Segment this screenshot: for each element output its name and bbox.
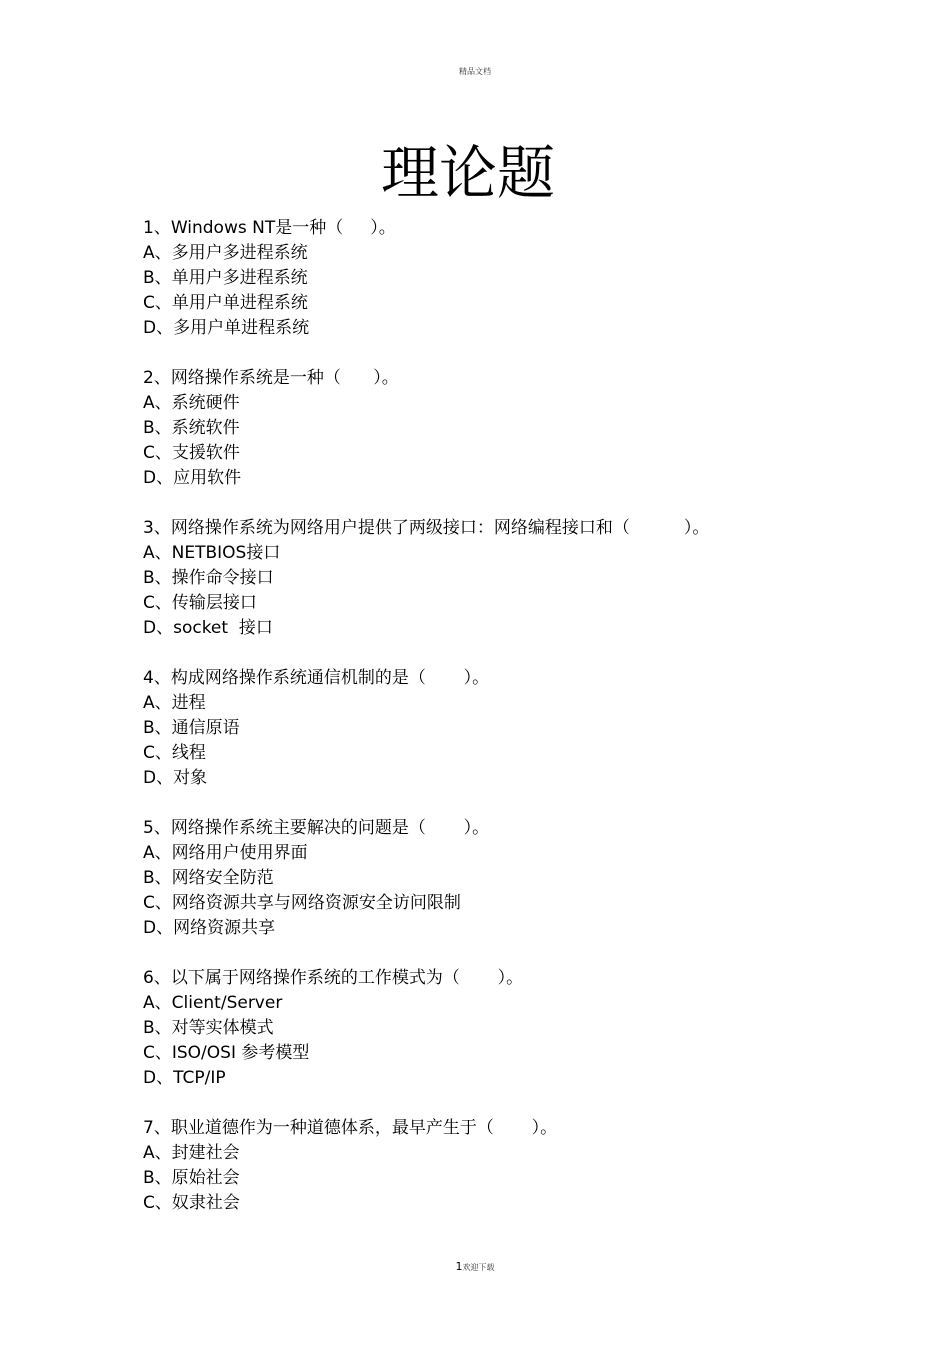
- question-option: A、网络用户使用界面: [143, 843, 308, 863]
- question-option: B、系统软件: [143, 418, 240, 438]
- page-header: 精品文档: [459, 67, 491, 76]
- question-option: D、socket 接口: [143, 618, 273, 638]
- question-item: [143, 1116, 863, 1216]
- question-option: B、单用户多进程系统: [143, 268, 308, 288]
- question-item: [143, 816, 863, 941]
- question-stem: 3、网络操作系统为网络用户提供了两级接口：网络编程接口和（ ）。: [143, 518, 710, 538]
- question-item: [143, 516, 863, 641]
- question-option: B、网络安全防范: [143, 868, 274, 888]
- question-option: C、支援软件: [143, 443, 240, 463]
- question-option: C、传输层接口: [143, 593, 257, 613]
- question-stem: 7、职业道德作为一种道德体系，最早产生于（ ）。: [143, 1118, 558, 1138]
- footer-text: 欢迎下载: [462, 1263, 495, 1272]
- question-option: D、TCP/IP: [143, 1068, 226, 1088]
- question-item: [143, 966, 863, 1091]
- question-option: D、多用户单进程系统: [143, 318, 310, 338]
- question-option: B、通信原语: [143, 718, 240, 738]
- question-item: [143, 216, 863, 341]
- question-stem: 2、网络操作系统是一种（ ）。: [143, 368, 399, 388]
- question-option: D、网络资源共享: [143, 918, 276, 938]
- question-stem: 5、网络操作系统主要解决的问题是（ ）。: [143, 818, 490, 838]
- question-list: [143, 216, 863, 1216]
- question-option: A、封建社会: [143, 1143, 240, 1163]
- question-item: [143, 366, 863, 491]
- question-option: D、对象: [143, 768, 208, 788]
- question-option: C、ISO/OSI 参考模型: [143, 1043, 310, 1063]
- question-option: A、NETBIOS接口: [143, 543, 281, 563]
- question-stem: 4、构成网络操作系统通信机制的是（ ）。: [143, 668, 490, 688]
- question-option: C、线程: [143, 743, 206, 763]
- page-footer: [0, 1260, 950, 1273]
- question-option: A、Client/Server: [143, 993, 283, 1013]
- question-option: A、系统硬件: [143, 393, 240, 413]
- question-option: D、应用软件: [143, 468, 242, 488]
- question-item: [143, 666, 863, 791]
- question-option: C、单用户单进程系统: [143, 293, 308, 313]
- question-stem: 6、以下属于网络操作系统的工作模式为（ ）。: [143, 968, 524, 988]
- question-option: A、进程: [143, 693, 206, 713]
- question-option: B、操作命令接口: [143, 568, 274, 588]
- question-option: B、原始社会: [143, 1168, 240, 1188]
- question-option: C、网络资源共享与网络资源安全访问限制: [143, 893, 461, 913]
- question-option: A、多用户多进程系统: [143, 243, 308, 263]
- page-number: 1: [455, 1260, 463, 1273]
- question-stem: 1、Windows NT是一种（ ）。: [143, 218, 396, 238]
- question-option: B、对等实体模式: [143, 1018, 274, 1038]
- question-option: C、奴隶社会: [143, 1193, 240, 1213]
- page-title: 理论题: [380, 139, 555, 207]
